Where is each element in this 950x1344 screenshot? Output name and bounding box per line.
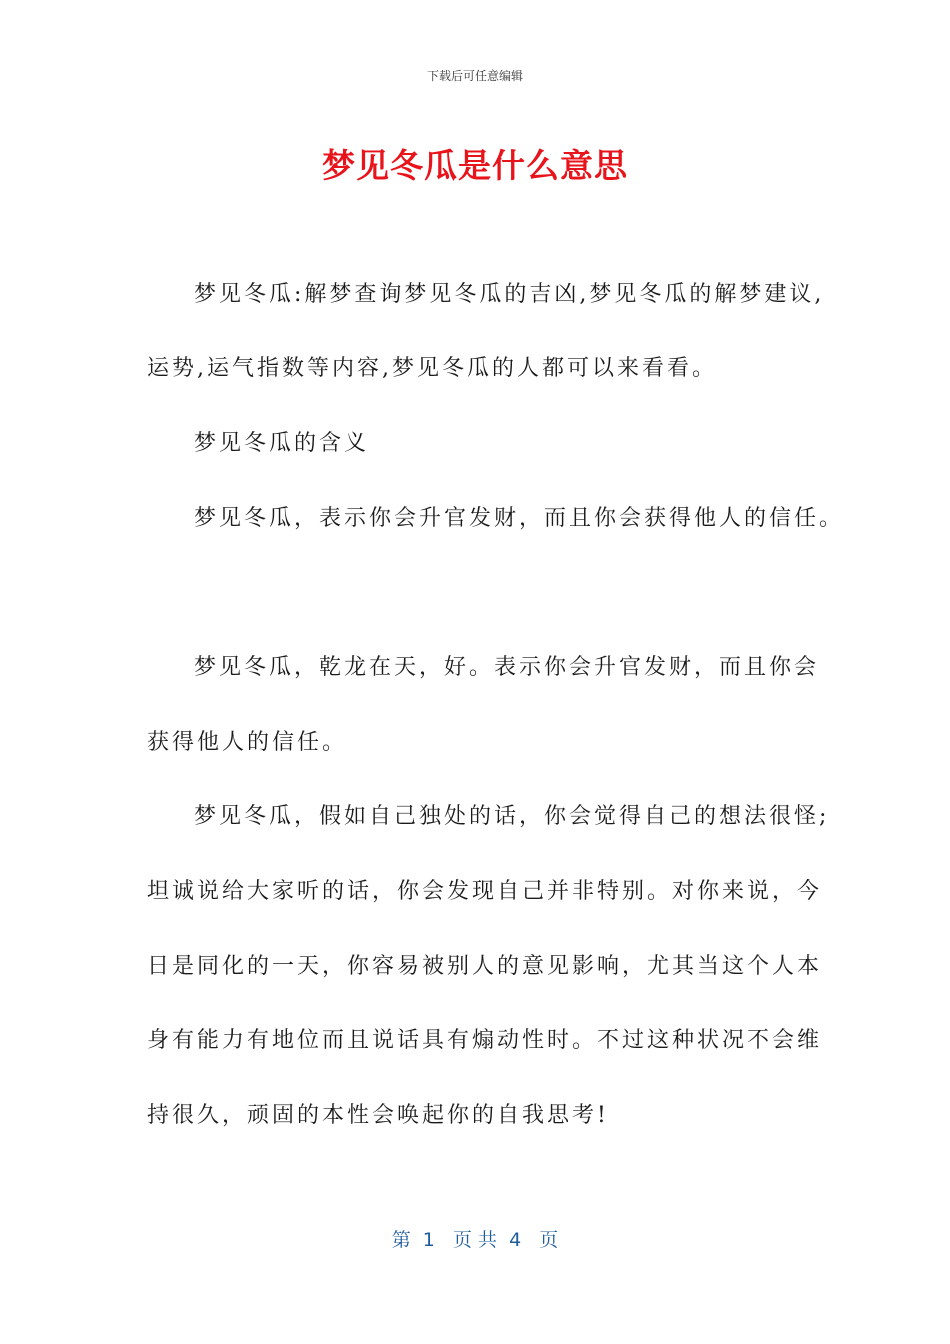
paragraph-line: 坦诚说给大家听的话，你会发现自己并非特别。对你来说，今 <box>147 879 823 904</box>
page-title: 梦见冬瓜是什么意思 <box>322 146 628 185</box>
paragraph-line: 获得他人的信任。 <box>147 730 348 755</box>
paragraph-line: 梦见冬瓜:解梦查询梦见冬瓜的吉凶,梦见冬瓜的解梦建议, <box>194 282 825 307</box>
paragraph-line: 持很久，顽固的本性会唤起你的自我思考! <box>147 1103 609 1128</box>
paragraph-line: 梦见冬瓜，假如自己独处的话，你会觉得自己的想法很怪; <box>194 804 830 829</box>
header-note: 下载后可任意编辑 <box>426 69 523 83</box>
paragraph-line: 运势,运气指数等内容,梦见冬瓜的人都可以来看看。 <box>147 356 717 381</box>
paragraph-line: 梦见冬瓜，乾龙在天，好。表示你会升官发财，而且你会 <box>194 655 820 680</box>
page-number-footer: 第 1 页 共 4 页 <box>391 1229 559 1251</box>
paragraph-line: 身有能力有地位而且说话具有煽动性时。不过这种状况不会维 <box>147 1028 823 1053</box>
paragraph-line: 日是同化的一天，你容易被别人的意见影响，尤其当这个人本 <box>147 954 823 979</box>
paragraph-line: 梦见冬瓜的含义 <box>194 431 370 456</box>
paragraph-line: 梦见冬瓜，表示你会升官发财，而且你会获得他人的信任。 <box>194 506 845 531</box>
